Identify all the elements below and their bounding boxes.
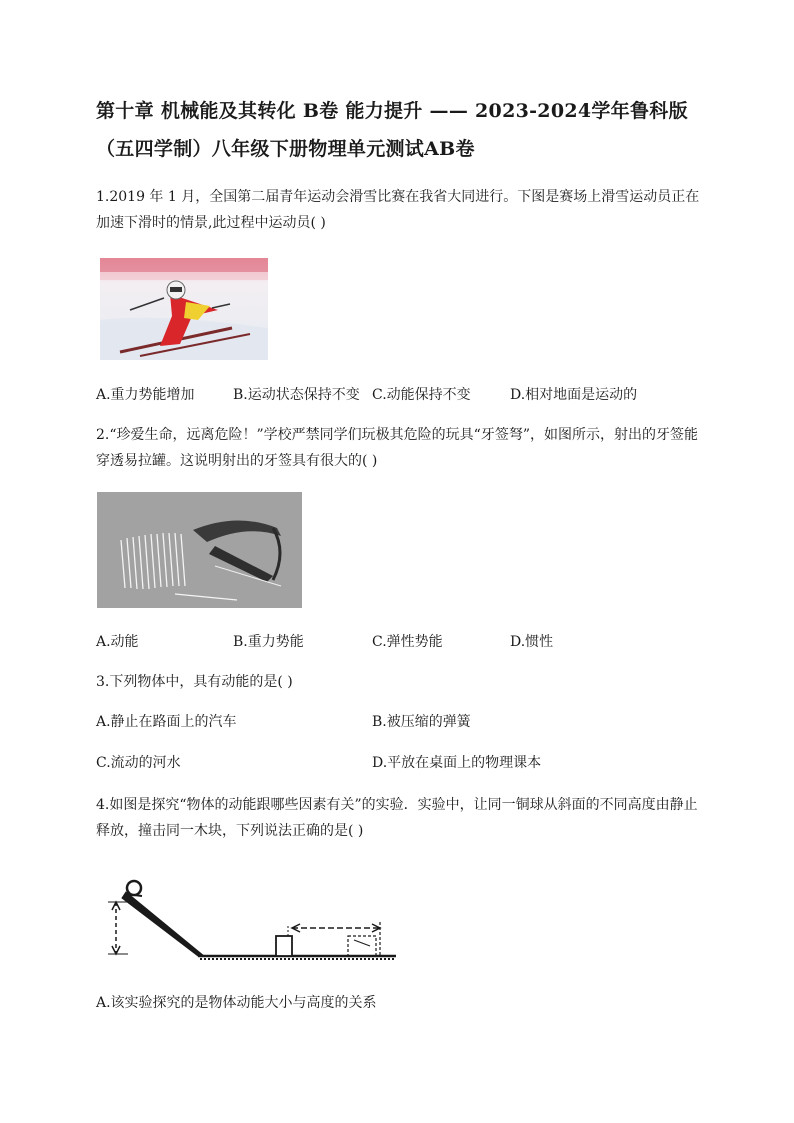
incline-experiment-figure [104,870,398,962]
question-2-stem-line-2: 穿透易拉罐。这说明射出的牙签具有很大的( ) [96,453,378,469]
question-2-option-c[interactable]: C.弹性势能 [372,634,443,650]
question-1-stem-line-2: 加速下滑时的情景,此过程中运动员( ) [96,215,326,231]
question-4-options [96,992,702,1014]
skier-figure [100,258,268,360]
question-3-option-c[interactable]: C.流动的河水 [96,755,181,771]
question-2-stem [96,422,702,474]
question-1-stem [96,184,702,236]
question-2-option-a[interactable]: A.动能 [96,634,139,650]
title-line-1: 第十章 机械能及其转化 B卷 能力提升 —— 2023-2024学年鲁科版 [96,100,688,122]
question-4-stem-line-1: 4.如图是探究“物体的动能跟哪些因素有关”的实验．实验中，让同一铜球从斜面的不同高度由静止 [96,797,698,813]
question-1-options [96,384,702,406]
question-3-option-a[interactable]: A.静止在路面上的汽车 [96,714,237,730]
question-3-options-row-2 [96,752,702,774]
question-3-option-b[interactable]: B.被压缩的弹簧 [372,714,471,730]
document-title [96,92,706,168]
question-3-options-row-1 [96,711,702,733]
question-4-stem [96,792,702,844]
question-4-option-a[interactable]: A.该实验探究的是物体动能大小与高度的关系 [96,995,377,1011]
question-2-stem-line-1: 2.“珍爱生命，远离危险！”学校严禁同学们玩极其危险的玩具“牙签弩”，如图所示，射出的牙签能 [96,427,698,443]
question-3-stem [96,669,702,695]
question-1-option-d[interactable]: D.相对地面是运动的 [510,387,638,403]
question-2-option-d[interactable]: D.惯性 [510,634,554,650]
title-line-2: （五四学制）八年级下册物理单元测试AB卷 [96,138,475,160]
toothpick-crossbow-figure [97,492,302,608]
question-2-option-b[interactable]: B.重力势能 [233,634,304,650]
question-2-options [96,631,702,653]
question-3-option-d[interactable]: D.平放在桌面上的物理课本 [372,755,542,771]
question-4-stem-line-2: 释放，撞击同一木块，下列说法正确的是( ) [96,823,364,839]
question-1-option-b[interactable]: B.运动状态保持不变 [233,387,360,403]
question-1-stem-line-1: 1.2019 年 1 月，全国第二届青年运动会滑雪比赛在我省大同进行。下图是赛场上滑雪运动员正在 [96,189,700,205]
question-3-stem-line-1: 3.下列物体中，具有动能的是( ) [96,674,293,690]
question-1-option-a[interactable]: A.重力势能增加 [96,387,195,403]
question-1-option-c[interactable]: C.动能保持不变 [372,387,471,403]
